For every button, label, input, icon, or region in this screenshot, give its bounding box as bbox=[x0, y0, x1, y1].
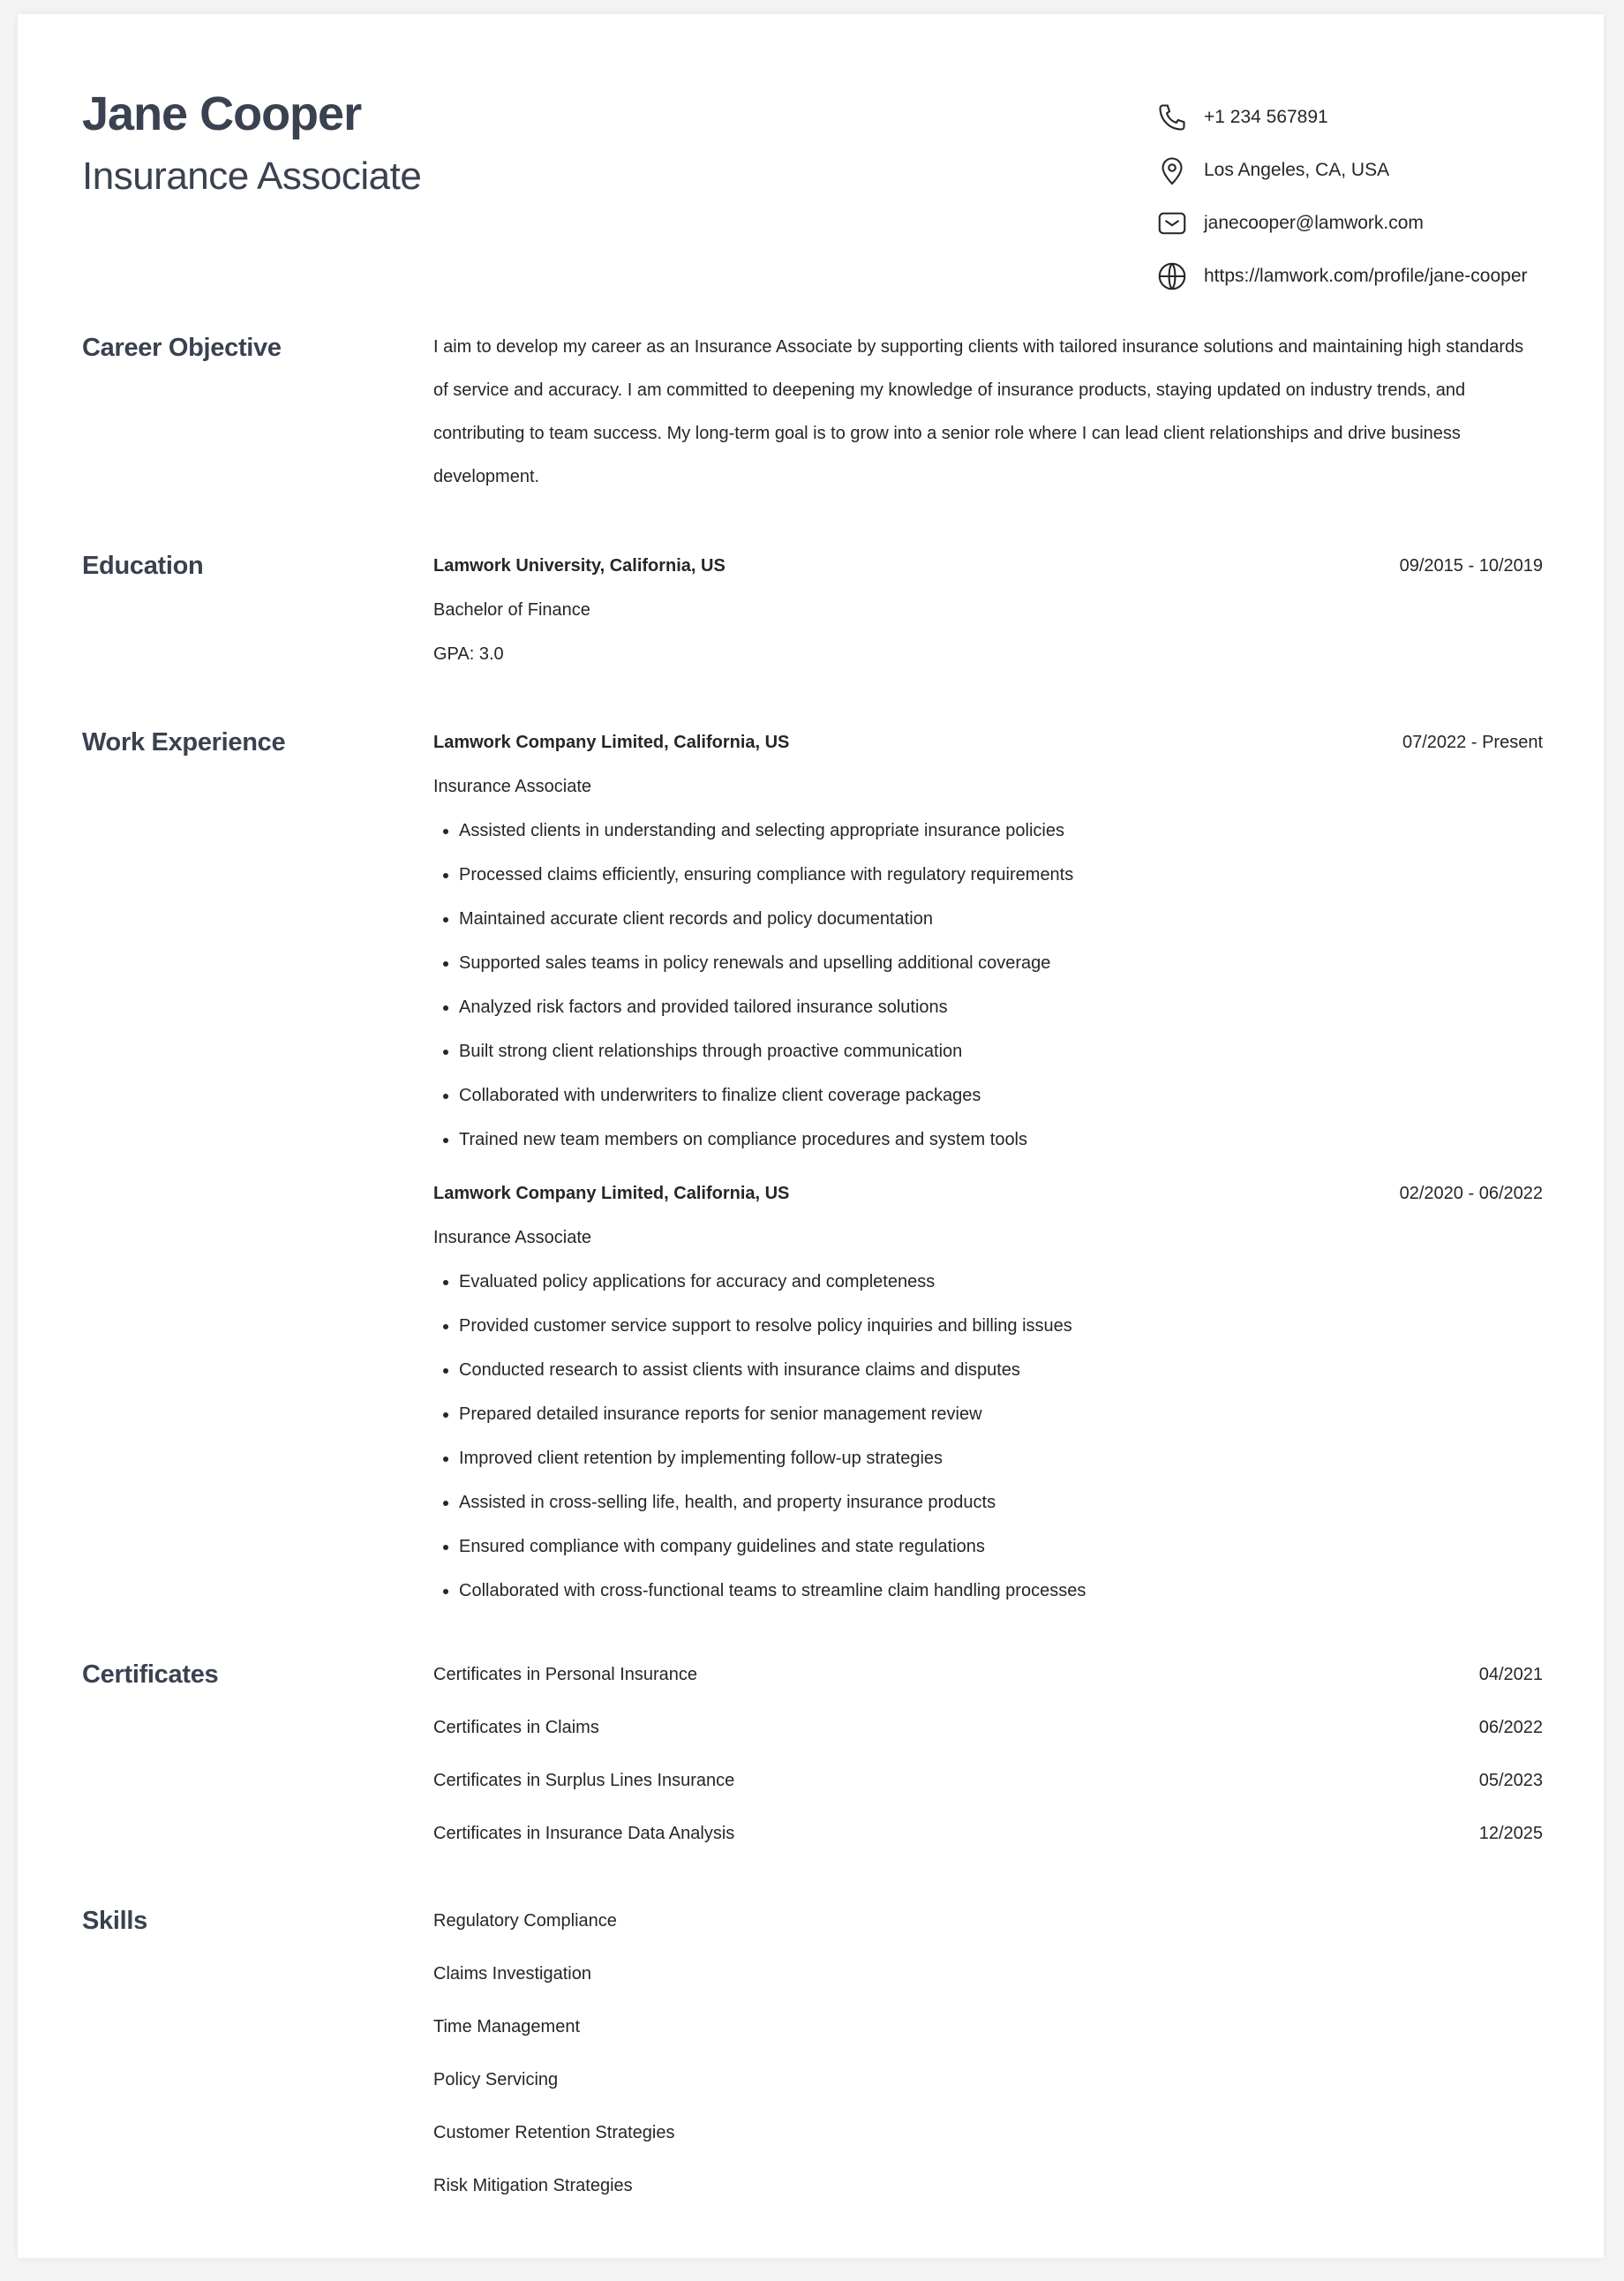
job-entry bbox=[433, 720, 1543, 1162]
section-certificates bbox=[82, 1648, 1543, 1860]
job-bullet: • Analyzed risk factors and provided tailored insurance solutions bbox=[459, 985, 1543, 1029]
section-heading: Career Objective bbox=[82, 334, 282, 362]
job-bullet: • Conducted research to assist clients with insurance claims and disputes bbox=[459, 1348, 1543, 1392]
certificate-name: Certificates in Personal Insurance bbox=[433, 1665, 698, 1684]
contact-list bbox=[1156, 91, 1528, 303]
certificate-date: 06/2022 bbox=[1478, 1718, 1543, 1737]
job-bullet: • Improved client retention by implementing follow-up strategies bbox=[459, 1436, 1543, 1480]
section-heading: Education bbox=[82, 552, 204, 580]
company-name: Lamwork Company Limited, California, US bbox=[433, 733, 790, 752]
contact-website[interactable] bbox=[1156, 250, 1528, 303]
candidate-name: Jane Cooper bbox=[82, 87, 362, 140]
certificate-name: Certificates in Insurance Data Analysis bbox=[433, 1824, 735, 1843]
skill-item: Regulatory Compliance bbox=[433, 1911, 617, 1931]
skill-item: Claims Investigation bbox=[433, 1964, 591, 1984]
skill-item: Time Management bbox=[433, 2017, 580, 2036]
phone-text: +1 234 567891 bbox=[1204, 107, 1328, 127]
skill-item: Risk Mitigation Strategies bbox=[433, 2176, 633, 2195]
certificate-item bbox=[433, 1807, 1543, 1860]
section-heading: Certificates bbox=[82, 1660, 219, 1689]
objective-text: I aim to develop my career as an Insurance Associate by supporting clients with tailored insurance solutions and maintaining high standards of service and accuracy. I am committed to deepening my knowledge of insurance products, staying updated on industry trends, and contributing to team success. My long-term goal is to grow into a senior role where I can lead client relationships and drive business development. bbox=[433, 337, 1524, 486]
job-bullet: • Trained new team members on compliance procedures and system tools bbox=[459, 1118, 1543, 1162]
certificate-item bbox=[433, 1701, 1543, 1754]
job-dates: 02/2020 - 06/2022 bbox=[1399, 1184, 1543, 1203]
location-text: Los Angeles, CA, USA bbox=[1204, 160, 1390, 180]
contact-email[interactable] bbox=[1156, 197, 1528, 250]
mail-icon bbox=[1156, 207, 1188, 239]
job-role: Insurance Associate bbox=[433, 777, 591, 796]
degree: Bachelor of Finance bbox=[433, 600, 590, 620]
section-career-objective bbox=[82, 326, 1543, 499]
email-link[interactable]: janecooper@lamwork.com bbox=[1204, 213, 1424, 233]
contact-location bbox=[1156, 144, 1528, 197]
certificate-date: 04/2021 bbox=[1478, 1665, 1543, 1684]
certificate-date: 05/2023 bbox=[1478, 1771, 1543, 1790]
job-entry bbox=[433, 1171, 1543, 1613]
job-dates: 07/2022 - Present bbox=[1402, 733, 1543, 752]
job-bullets bbox=[433, 809, 1543, 1162]
phone-icon bbox=[1156, 102, 1188, 133]
section-skills bbox=[82, 1894, 1543, 2212]
certificate-name: Certificates in Surplus Lines Insurance bbox=[433, 1771, 735, 1790]
job-bullets bbox=[433, 1260, 1543, 1613]
section-heading: Skills bbox=[82, 1907, 147, 1935]
job-bullet: • Prepared detailed insurance reports for senior management review bbox=[459, 1392, 1543, 1436]
job-bullet: • Evaluated policy applications for accuracy and completeness bbox=[459, 1260, 1543, 1304]
job-bullet: • Collaborated with underwriters to finalize client coverage packages bbox=[459, 1073, 1543, 1118]
education-dates: 09/2015 - 10/2019 bbox=[1399, 556, 1543, 576]
certificate-name: Certificates in Claims bbox=[433, 1718, 599, 1737]
job-bullet: • Ensured compliance with company guidelines and state regulations bbox=[459, 1524, 1543, 1569]
website-link[interactable]: https://lamwork.com/profile/jane-cooper bbox=[1204, 266, 1528, 286]
section-work-experience bbox=[82, 720, 1543, 1613]
certificate-item bbox=[433, 1754, 1543, 1807]
job-bullet: • Collaborated with cross-functional teams to streamline claim handling processes bbox=[459, 1569, 1543, 1613]
resume-page bbox=[18, 14, 1604, 2258]
section-heading: Work Experience bbox=[82, 728, 286, 757]
skill-item: Policy Servicing bbox=[433, 2070, 559, 2089]
candidate-title: Insurance Associate bbox=[82, 154, 422, 198]
company-name: Lamwork Company Limited, California, US bbox=[433, 1184, 790, 1203]
certificate-item bbox=[433, 1648, 1543, 1701]
job-bullet: • Supported sales teams in policy renewals and upselling additional coverage bbox=[459, 941, 1543, 985]
job-bullet: • Provided customer service support to resolve policy inquiries and billing issues bbox=[459, 1304, 1543, 1348]
job-bullet: • Processed claims efficiently, ensuring compliance with regulatory requirements bbox=[459, 853, 1543, 897]
section-education bbox=[82, 544, 1543, 676]
certificate-date: 12/2025 bbox=[1478, 1824, 1543, 1843]
job-bullet: • Built strong client relationships through proactive communication bbox=[459, 1029, 1543, 1073]
job-bullet: • Maintained accurate client records and policy documentation bbox=[459, 897, 1543, 941]
job-role: Insurance Associate bbox=[433, 1228, 591, 1247]
gpa: GPA: 3.0 bbox=[433, 644, 504, 664]
job-bullet: • Assisted in cross-selling life, health, and property insurance products bbox=[459, 1480, 1543, 1524]
job-bullet: • Assisted clients in understanding and selecting appropriate insurance policies bbox=[459, 809, 1543, 853]
globe-icon bbox=[1156, 260, 1188, 292]
location-pin-icon bbox=[1156, 154, 1188, 186]
contact-phone bbox=[1156, 91, 1528, 144]
skill-item: Customer Retention Strategies bbox=[433, 2123, 675, 2142]
school-name: Lamwork University, California, US bbox=[433, 556, 726, 576]
